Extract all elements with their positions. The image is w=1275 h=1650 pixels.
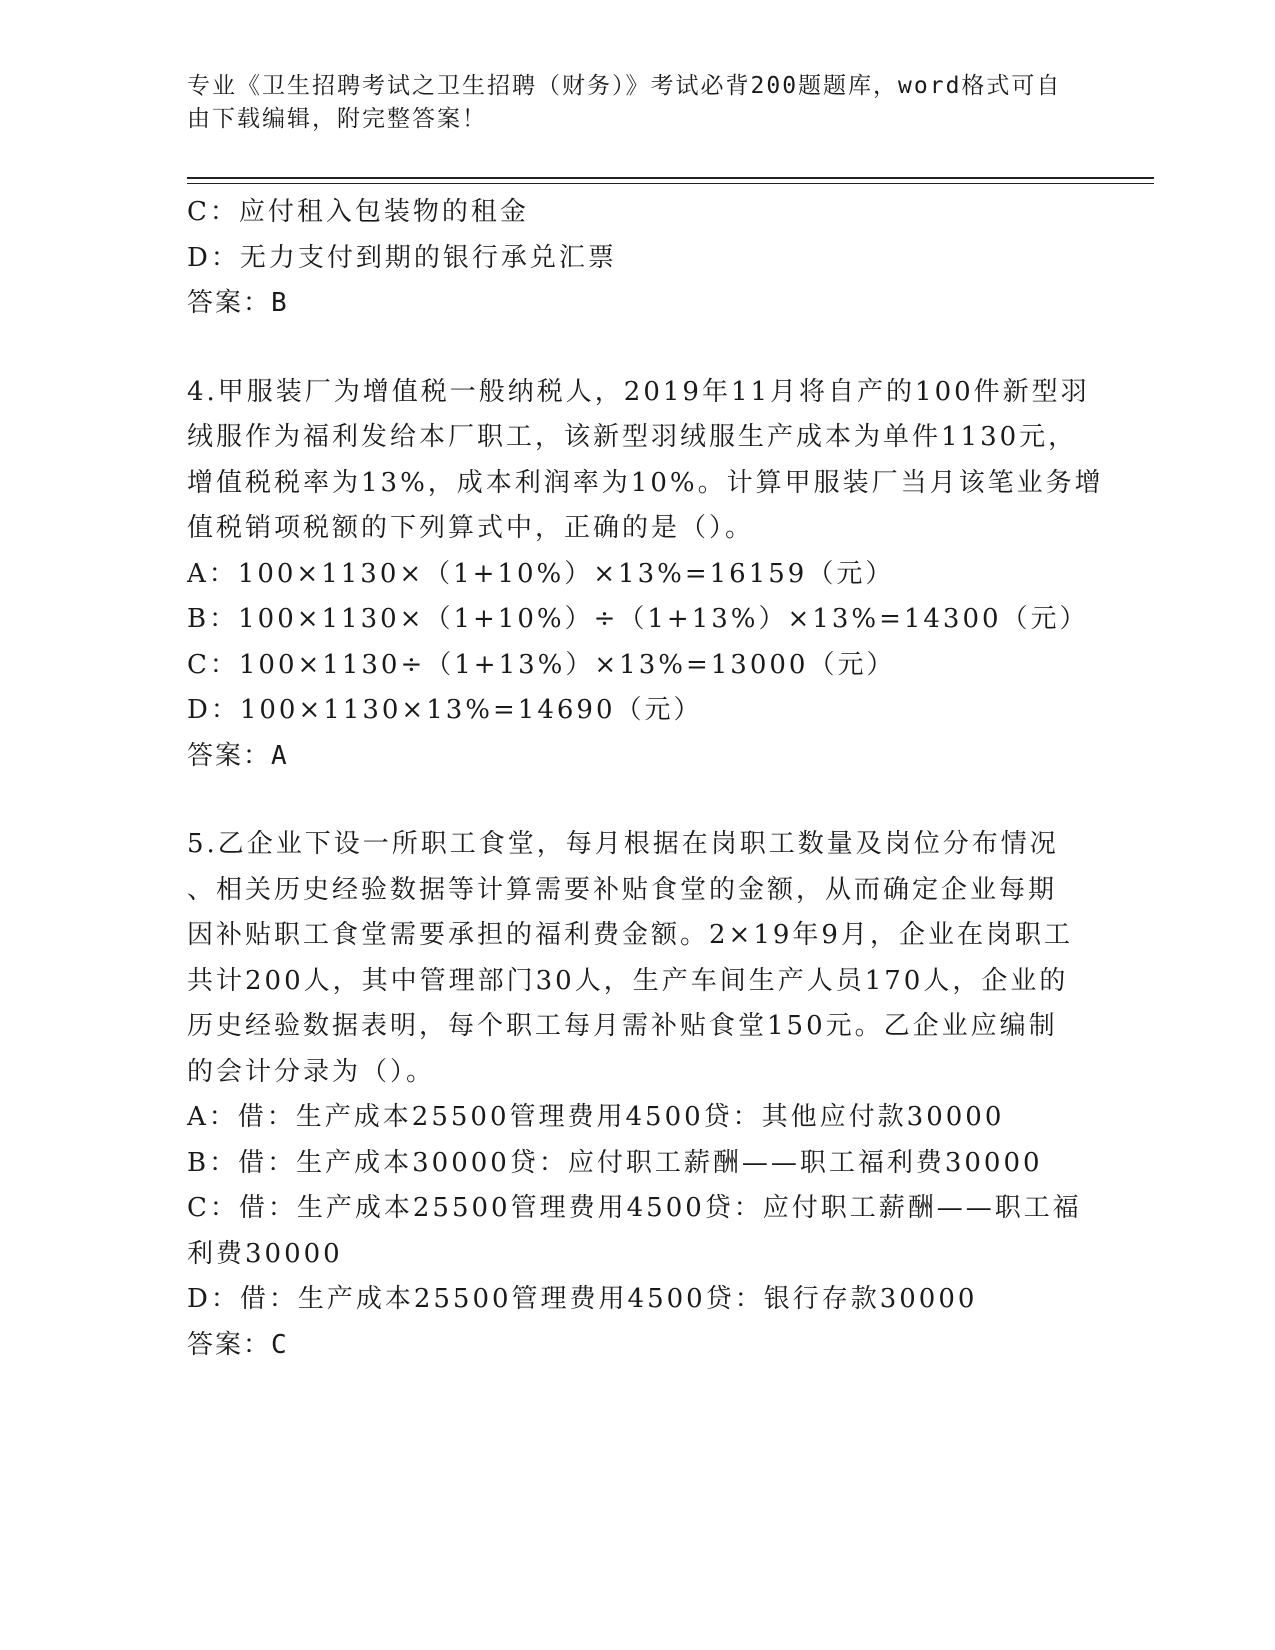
- question-stem-line: 历史经验数据表明，每个职工每月需补贴食堂150元。乙企业应编制: [187, 1011, 1058, 1041]
- answer-line: 答案：C: [187, 1329, 289, 1360]
- question-stem-line: 的会计分录为（）。: [187, 1056, 436, 1087]
- question-stem-line: 5.乙企业下设一所职工食堂，每月根据在岗职工数量及岗位分布情况: [187, 829, 1059, 859]
- question-3-tail: [187, 190, 1087, 327]
- option-b: B：借：生产成本30000贷：应付职工薪酬——职工福利费30000: [187, 1147, 1043, 1178]
- answer-line: 答案：B: [187, 288, 289, 318]
- question-stem-line: 增值税税率为13%，成本利润率为10%。计算甲服装厂当月该笔业务增: [187, 467, 1104, 498]
- question-stem-line: 值税销项税额的下列算式中，正确的是（）。: [187, 513, 755, 543]
- question-stem-line: 绒服作为福利发给本厂职工，该新型羽绒服生产成本为单件1130元，: [187, 422, 1078, 452]
- option-a: A：100×1130×（1+10%）×13%=16159（元）: [187, 558, 895, 589]
- question-stem-line: 4.甲服装厂为增值税一般纳税人，2019年11月将自产的100件新型羽: [187, 376, 1090, 407]
- option-c: C：应付租入包装物的租金: [187, 197, 529, 227]
- option-a: A：借：生产成本25500管理费用4500贷：其他应付款30000: [187, 1102, 1005, 1132]
- spacer: [187, 779, 1087, 822]
- option-c: C：借：生产成本25500管理费用4500贷：应付职工薪酬——职工福: [187, 1193, 1082, 1223]
- option-c-continued: 利费30000: [187, 1238, 343, 1269]
- spacer: [187, 327, 1087, 370]
- option-d: D：100×1130×13%=14690（元）: [187, 695, 703, 725]
- option-c: C：100×1130÷（1+13%）×13%=13000（元）: [187, 649, 896, 680]
- question-stem-line: 共计200人，其中管理部门30人，生产车间生产人员170人，企业的: [187, 965, 1069, 996]
- header-line-2: 由下载编辑，附完整答案！: [187, 106, 487, 132]
- answer-line: 答案：A: [187, 740, 289, 771]
- question-stem-line: 因补贴职工食堂需要承担的福利费金额。2×19年9月，企业在岗职工: [187, 920, 1073, 950]
- header-line-1: 专业《卫生招聘考试之卫生招聘（财务）》考试必背200题题库，word格式可自: [187, 73, 1062, 99]
- option-b: B：100×1130×（1+10%）÷（1+13%）×13%=14300（元）: [187, 604, 1089, 634]
- question-5: [187, 822, 1087, 1368]
- document-header: [187, 70, 1087, 136]
- header-divider-thin: [187, 183, 1154, 184]
- header-divider-thick: [187, 177, 1154, 179]
- question-stem-line: 、相关历史经验数据等计算需要补贴食堂的金额，从而确定企业每期: [187, 874, 1058, 905]
- document-body: [187, 190, 1104, 1368]
- option-d: D：借：生产成本25500管理费用4500贷：银行存款30000: [187, 1284, 978, 1314]
- option-d: D：无力支付到期的银行承兑汇票: [187, 242, 617, 273]
- question-4: [187, 370, 1104, 780]
